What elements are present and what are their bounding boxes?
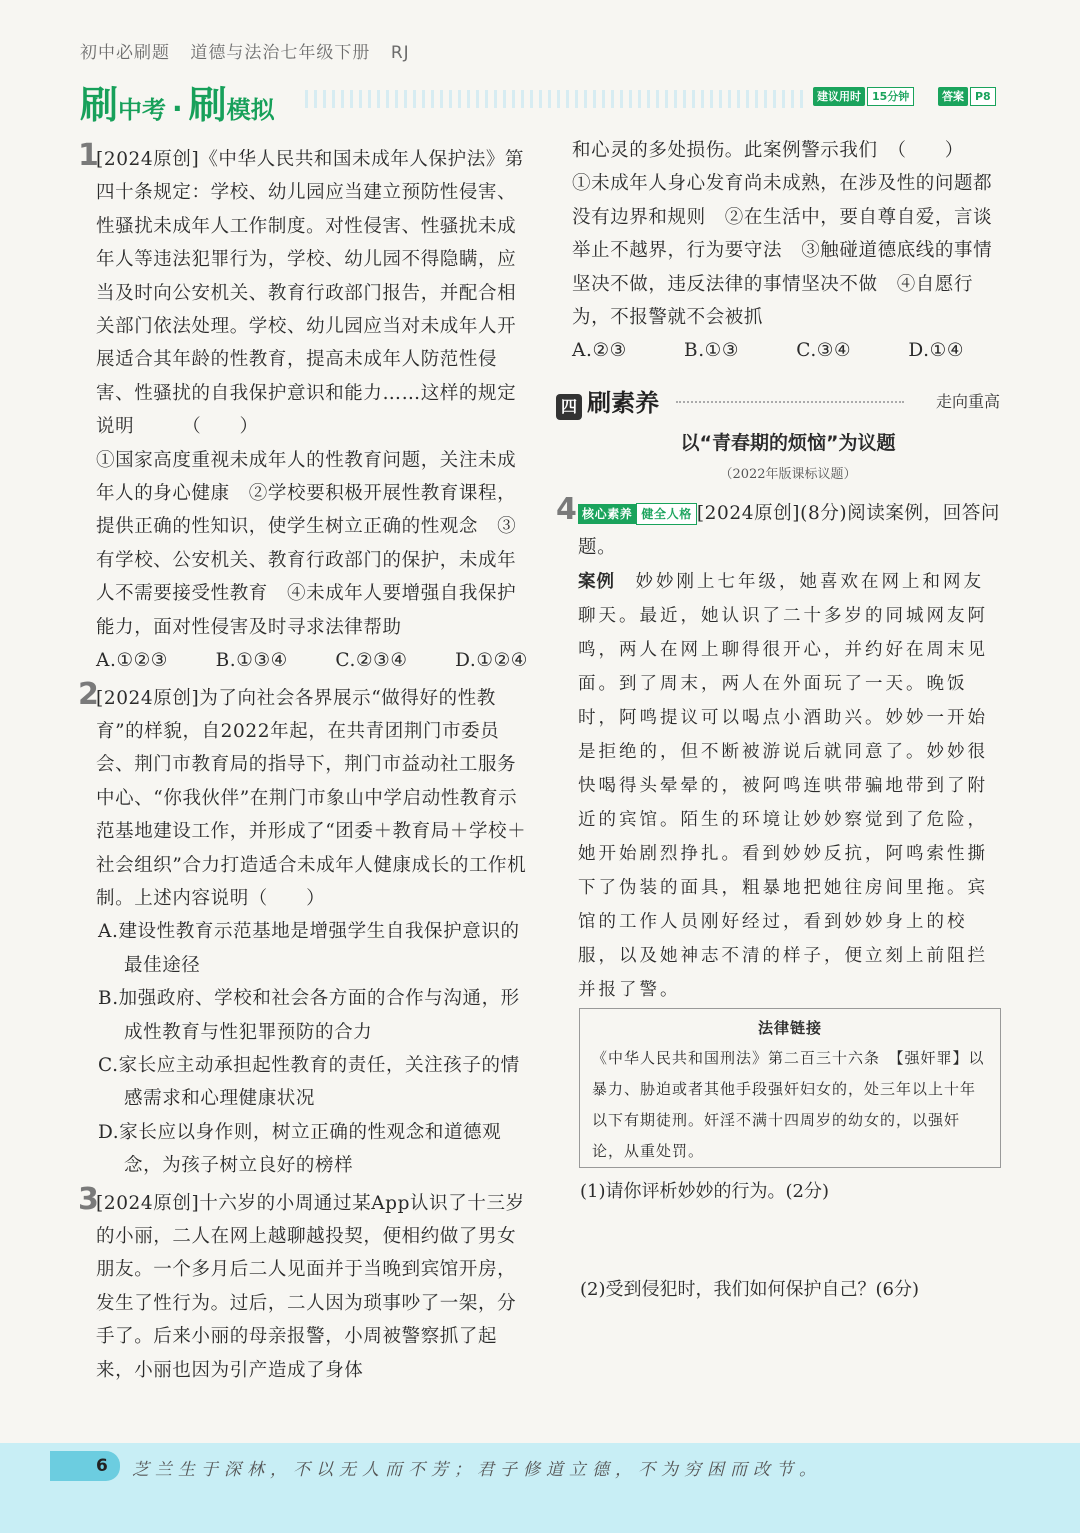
answer-options	[96, 644, 528, 677]
brand-dot: ·	[172, 92, 183, 125]
option-a[interactable]: A.建设性教育示范基地是增强学生自我保护意识的最佳途径	[98, 921, 520, 976]
question-items: ①国家高度重视未成年人的性教育问题，关注未成年人的身心健康 ②学校要积极开展性教育课程，提供正确的性知识，使学生树立正确的性观念 ③有学校、公安机关、教育行政部门的保护，未成年人不需要接受性教育 ④未成年人要增强自我保护能力，面对性侵害及时寻求法律帮助	[96, 449, 517, 638]
section-label: 走向重高	[935, 392, 1000, 411]
case-text	[578, 565, 1004, 1007]
option-a[interactable]: A.②③	[572, 340, 627, 362]
question-stem: [2024原创](8分)阅读案例，回答问题。	[578, 503, 1001, 558]
footer-band	[0, 1443, 1080, 1533]
question-number: 3	[78, 1181, 100, 1217]
option-b[interactable]: B.①③	[684, 340, 740, 362]
header-decoration	[305, 90, 805, 108]
section-icon: 四	[556, 394, 582, 420]
option-b[interactable]: B.加强政府、学校和社会各方面的合作与沟通，形成性教育与性犯罪预防的合力	[98, 988, 520, 1043]
option-d[interactable]: D.①④	[908, 340, 964, 362]
book-title: 道德与法治七年级下册	[190, 43, 371, 63]
law-link-title: 法律链接	[757, 1019, 822, 1037]
answer-value: P8	[970, 87, 996, 106]
option-c[interactable]: C.②③④	[335, 650, 408, 672]
law-link-text: 《中华人民共和国刑法》第二百三十六条 【强奸罪】以暴力、胁迫或者其他手段强奸妇女的，处三年以上十年以下有期徒刑。奸淫不满十四周岁的幼女的，以强奸论，从重处罚。	[592, 1049, 985, 1160]
footer-motto: 芝兰生于深林，不以无人而不芳；君子修道立德，不为穷困而改节。	[132, 1460, 822, 1480]
topic-title: 以“青春期的烦恼”为议题	[680, 432, 896, 454]
sub-question-2: (2)受到侵犯时，我们如何保护自己？(6分)	[580, 1279, 919, 1300]
question-stem: [2024原创]《中华人民共和国未成年人保护法》第四十条规定：学校、幼儿园应当建立预防性侵害、性骚扰未成年人工作制度。对性侵害、性骚扰未成年人等违法犯罪行为，学校、幼儿园不得隐瞒，应当及时向公安机关、教育行政部门报告，并配合相关部门依法处理。学校、幼儿园应当对未成年人开展适合其年龄的性教育，提高未成年人防范性侵害、性骚扰的自我保护意识和能力……这样的规定说明 （ ）	[96, 149, 525, 438]
question-stem: [2024原创]十六岁的小周通过某App认识了十三岁的小丽，二人在网上越聊越投契，便相约做了男女朋友。一个多月后二人见面并于当晚到宾馆开房，发生了性行为。过后，二人因为琐事吵了一架，分手了。后来小丽的母亲报警，小周被警察抓了起来，小丽也因为引产造成了身体	[96, 1192, 525, 1381]
brand-word-2: 模拟	[226, 96, 275, 124]
brand-char-1: 刷	[80, 83, 119, 127]
question-number: 2	[78, 676, 100, 712]
question-4	[556, 492, 1004, 1007]
answer-label: 答案	[938, 87, 968, 106]
edition-code: RJ	[390, 43, 410, 63]
brand-word-1: 中考	[118, 96, 167, 124]
option-a[interactable]: A.①②③	[96, 650, 168, 672]
section-heading	[556, 383, 1004, 419]
answer-page-tag	[938, 88, 996, 104]
question-1	[78, 138, 528, 678]
right-column	[572, 134, 1004, 368]
sub-question-1: (1)请你评析妙妙的行为。(2分)	[580, 1181, 829, 1202]
topic-subtitle: （2022年版课标议题）	[719, 467, 857, 482]
question-stem: [2024原创]为了向社会各界展示“做得好的性教育”的样貌，自2022年起，在共青团荆门市委员会、荆门市教育局的指导下，荆门市益动社工服务中心、“你我伙伴”在荆门市象山中学启动性教育示范基地建设工作，并形成了“团委＋教育局＋学校＋社会组织”合力打造适合未成年人健康成长的工作机制。上述内容说明（ ）	[96, 687, 527, 909]
brand-char-2: 刷	[188, 83, 227, 127]
question-3-options	[572, 334, 964, 367]
case-label: 案例	[578, 572, 615, 592]
question-3	[78, 1181, 528, 1387]
question-number: 4	[556, 492, 578, 527]
personality-badge: 健全人格	[636, 503, 696, 525]
option-d[interactable]: D.家长应以身作则，树立正确的性观念和道德观念，为孩子树立良好的榜样	[98, 1121, 502, 1177]
case-body: 妙妙刚上七年级，她喜欢在网上和网友聊天。最近，她认识了二十多岁的同城网友阿鸣，两人在网上聊得很开心，并约好在周末见面。到了周末，两人在外面玩了一天。晚饭时，阿鸣提议可以喝点小酒助兴。妙妙一开始是拒绝的，但不断被游说后就同意了。妙妙很快喝得头晕晕的，被阿鸣连哄带骗地带到了附近的宾馆。陌生的环境让妙妙察觉到了危险，她开始剧烈挣扎。看到妙妙反抗，阿鸣索性撕下了伪装的面具，粗暴地把她往房间里拖。宾馆的工作人员刚好经过，看到妙妙身上的校服，以及她神志不清的样子，便立刻上前阻拦并报了警。	[578, 572, 988, 1000]
left-column	[78, 138, 528, 1387]
question-3-items: ①未成年人身心发育尚未成熟，在涉及性的问题都没有边界和规则 ②在生活中，要自尊自爱，言谈举止不越界，行为要守法 ③触碰道德底线的事情坚决不做，违反法律的事情坚决不做 ④自愿行为，不报警就不会被抓	[572, 173, 993, 329]
question-number: 1	[78, 138, 100, 173]
core-literacy-badge: 核心素养	[578, 504, 636, 524]
option-c[interactable]: C.③④	[796, 340, 852, 362]
section-divider	[676, 401, 904, 403]
suggested-time-tag	[813, 88, 914, 104]
section-title: 刷素养	[587, 389, 660, 417]
option-b[interactable]: B.①③④	[215, 650, 288, 672]
time-label: 建议用时	[813, 87, 865, 106]
question-2	[78, 676, 528, 1183]
law-link-box	[579, 1008, 1001, 1168]
page-number: 6	[50, 1451, 120, 1481]
series-name: 初中必刷题	[80, 43, 170, 63]
question-3-stem-continued: 和心灵的多处损伤。此案例警示我们 （ ）	[572, 140, 964, 161]
running-header	[80, 38, 424, 63]
time-value: 15分钟	[867, 87, 914, 106]
option-c[interactable]: C.家长应主动承担起性教育的责任，关注孩子的情感需求和心理健康状况	[98, 1054, 520, 1110]
section-brand	[80, 74, 275, 129]
option-d[interactable]: D.①②④	[455, 650, 528, 672]
